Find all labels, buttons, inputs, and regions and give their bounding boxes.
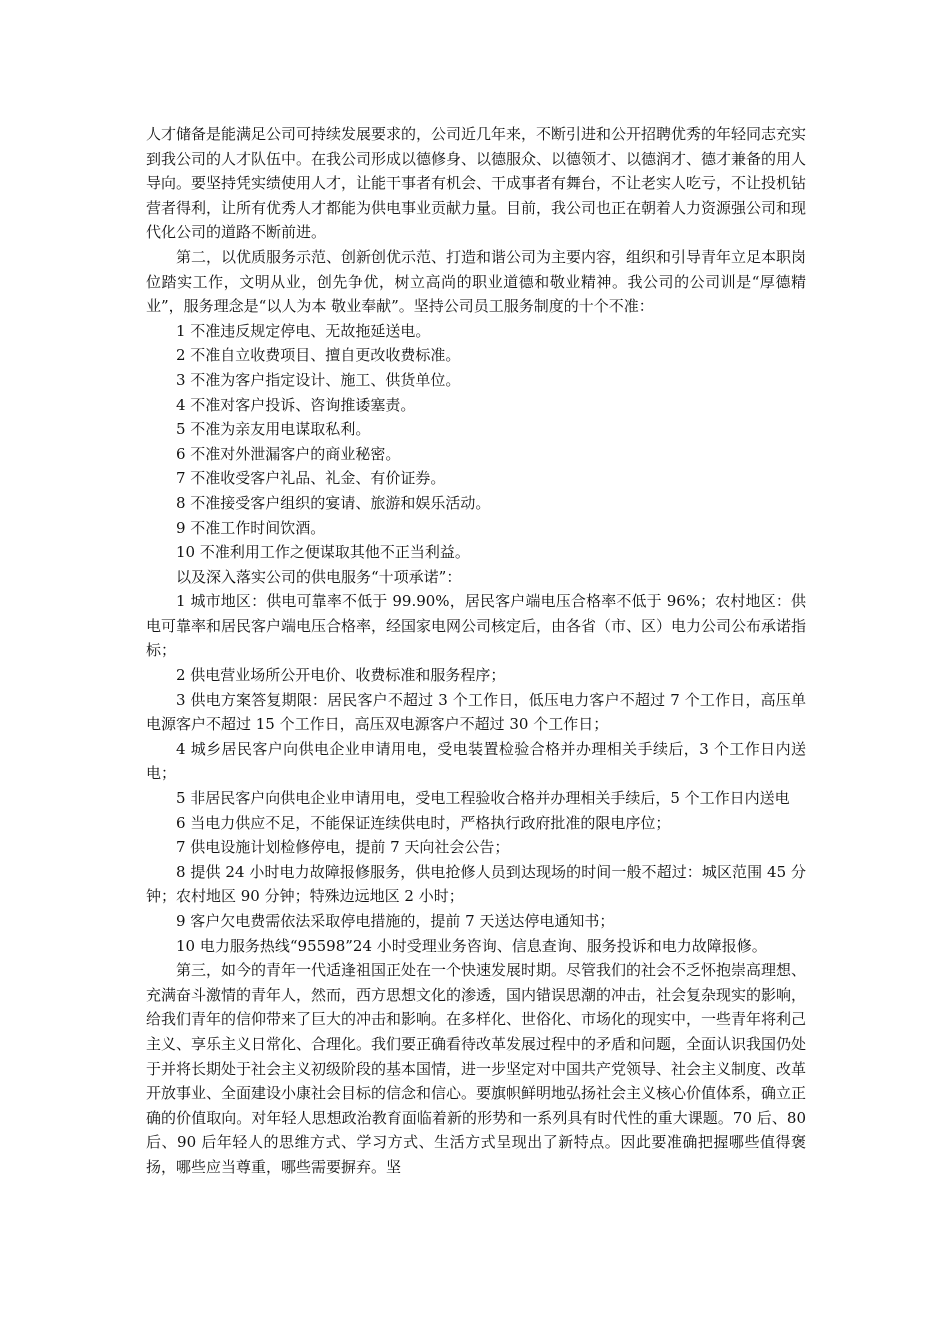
paragraph-p-second: 第二，以优质服务示范、创新创优示范、打造和谐公司为主要内容，组织和引导青年立足本职岗位踏实工作，文明从业，创先争优，树立高尚的职业道德和敬业精神。我公司的公司训是“厚德精业”，服务理念是“以人为本 敬业奉献”。坚持公司员工服务制度的十个不准： [146,247,807,316]
paragraph-p-talent-reserve: 人才储备是能满足公司可持续发展要求的，公司近几年来，不断引进和公开招聘优秀的年轻同志充实到我公司的人才队伍中。在我公司形成以德修身、以德服众、以德领才、以德润才、德才兼备的用人导向。要坚持凭实绩使用人才，让能干事者有机会、干成事者有舞台，不让老实人吃亏，不让投机钻营者得利，让所有优秀人才都能为供电事业贡献力量。目前，我公司也正在朝着人力资源强公司和现代化公司的道路不断前进。 [146,125,807,242]
document-body [146,122,806,1180]
paragraph-commit-4: 4 城乡居民客户向供电企业申请用电，受电装置检验合格并办理相关手续后，3 个工作日内送电； [146,739,806,783]
paragraph-rule-5: 5 不准为亲友用电谋取私利。 [176,420,371,439]
paragraph-commit-6: 6 当电力供应不足，不能保证连续供电时，严格执行政府批准的限电序位； [176,813,671,832]
paragraph-p-third: 第三，如今的青年一代适逢祖国正处在一个快速发展时期。尽管我们的社会不乏怀抱崇高理想、充满奋斗激情的青年人，然而，西方思想文化的渗透，国内错误思潮的冲击，社会复杂现实的影响，给我们青年的信仰带来了巨大的冲击和影响。在多样化、世俗化、市场化的现实中，一些青年将利己主义、享乐主义日常化、合理化。我们要正确看待改革发展过程中的矛盾和问题，全面认识我国仍处于并将长期处于社会主义初级阶段的基本国情，进一步坚定对中国共产党领导、社会主义制度、改革开放事业、全面建设小康社会目标的信念和信心。要旗帜鲜明地弘扬社会主义核心价值体系，确立正确的价值取向。对年轻人思想政治教育面临着新的形势和一系列具有时代性的重大课题。70 后、80 后、90 后年轻人的思维方式、学习方式、生活方式呈现出了新特点。因此要准确把握哪些值得褒扬，哪些应当尊重，哪些需要摒弃。坚 [146,961,807,1176]
paragraph-rule-1: 1 不准违反规定停电、无故拖延送电。 [176,321,431,340]
paragraph-commit-1: 1 城市地区：供电可靠率不低于 99.90%，居民客户端电压合格率不低于 96%；农村地区：供电可靠率和居民客户端电压合格率，经国家电网公司核定后，由各省（市、区）电力公司公布承诺指标； [146,592,807,660]
paragraph-rule-9: 9 不准工作时间饮酒。 [176,518,326,537]
paragraph-commit-8: 8 提供 24 小时电力故障报修服务，供电抢修人员到达现场的时间一般不超过：城区范围 45 分钟；农村地区 90 分钟；特殊边远地区 2 小时； [146,862,806,906]
paragraph-rule-8: 8 不准接受客户组织的宴请、旅游和娱乐活动。 [176,493,491,512]
paragraph-commit-9: 9 客户欠电费需依法采取停电措施的，提前 7 天送达停电通知书； [176,912,615,930]
paragraph-rule-3: 3 不准为客户指定设计、施工、供货单位。 [176,370,461,389]
paragraph-commit-2: 2 供电营业场所公开电价、收费标准和服务程序； [176,666,506,685]
paragraph-commit-10: 10 电力服务热线“95598”24 小时受理业务咨询、信息查询、服务投诉和电力故障报修。 [176,936,767,955]
paragraph-commit-3: 3 供电方案答复期限：居民客户不超过 3 个工作日，低压电力客户不超过 7 个工作日，高压单电源客户不超过 15 个工作日，高压双电源客户不超过 30 个工作日； [146,690,806,734]
paragraph-rule-10: 10 不准利用工作之便谋取其他不正当利益。 [176,543,470,562]
paragraph-rule-6: 6 不准对外泄漏客户的商业秘密。 [176,444,401,463]
paragraph-rule-4: 4 不准对客户投诉、咨询推诿塞责。 [176,395,416,414]
paragraph-rule-2: 2 不准自立收费项目、擅自更改收费标准。 [176,346,461,365]
paragraph-commit-5: 5 非居民客户向供电企业申请用电，受电工程验收合格并办理相关手续后，5 个工作日内送电 [176,789,790,808]
paragraph-commit-7: 7 供电设施计划检修停电，提前 7 天向社会公告； [176,838,510,857]
paragraph-rule-7: 7 不准收受客户礼品、礼金、有价证券。 [176,469,446,488]
paragraph-p-commitments-intro: 以及深入落实公司的供电服务“十项承诺”： [176,567,462,586]
